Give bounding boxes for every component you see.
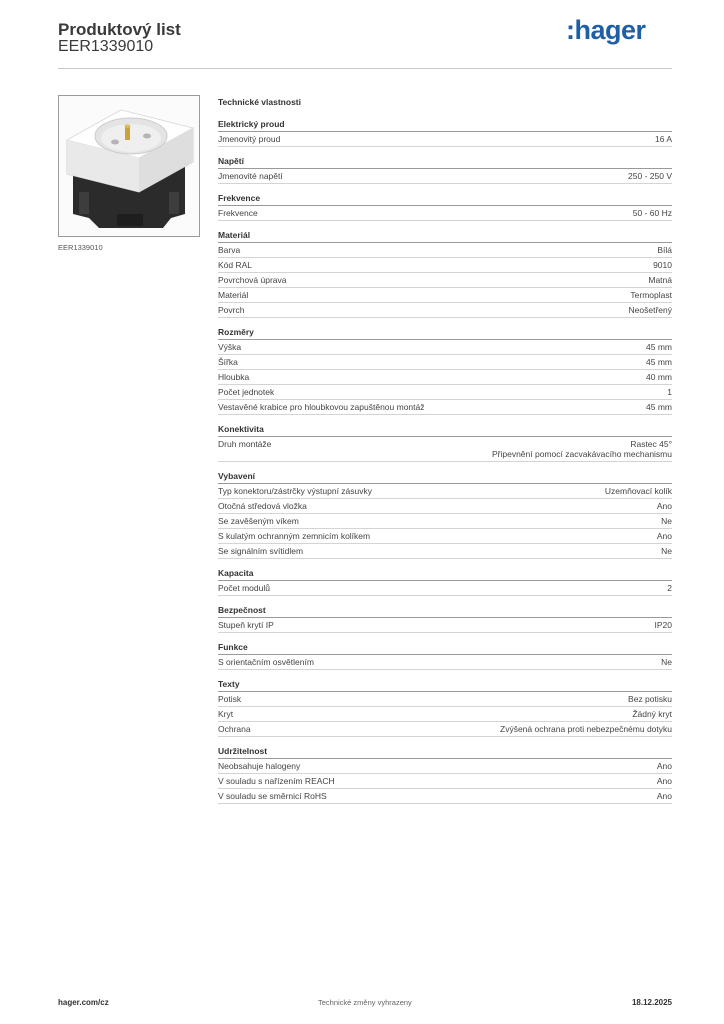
spec-label: Počet modulů — [218, 583, 270, 593]
spec-value-line: Rastec 45° — [630, 439, 672, 449]
product-image — [58, 95, 200, 237]
spec-value-line: Bílá — [657, 245, 672, 255]
spec-label: S kulatým ochranným zemnicím kolíkem — [218, 531, 371, 541]
socket-illustration — [59, 96, 199, 236]
spec-group-title: Funkce — [218, 642, 672, 655]
spec-group-title: Frekvence — [218, 193, 672, 206]
spec-value — [628, 171, 672, 181]
spec-value — [661, 516, 672, 526]
spec-group — [218, 156, 672, 184]
spec-label: Materiál — [218, 290, 249, 300]
spec-row — [218, 692, 672, 707]
spec-label: S orientačním osvětlením — [218, 657, 314, 667]
spec-value-line: Uzemňovací kolík — [604, 486, 672, 496]
spec-group — [218, 424, 672, 462]
footer-notice: Technické změny vyhrazeny — [318, 998, 412, 1007]
spec-label: Barva — [218, 245, 241, 255]
spec-value-line: Ano — [656, 531, 672, 541]
spec-label: Kód RAL — [218, 260, 253, 270]
spec-label: Ochrana — [218, 724, 251, 734]
spec-value-line: Žádný kryt — [632, 709, 672, 719]
spec-value-line: 2 — [667, 583, 672, 593]
spec-value — [628, 694, 672, 704]
spec-row — [218, 273, 672, 288]
spec-group — [218, 193, 672, 221]
spec-row — [218, 370, 672, 385]
spec-row — [218, 132, 672, 147]
spec-value — [657, 531, 672, 541]
spec-label: Typ konektoru/zástrčky výstupní zásuvky — [218, 486, 373, 496]
spec-label: V souladu se směrnicí RoHS — [218, 791, 327, 801]
spec-value-line: 45 mm — [646, 402, 672, 412]
spec-row — [218, 340, 672, 355]
footer-date: 18.12.2025 — [631, 998, 672, 1007]
spec-label: Povrch — [218, 305, 245, 315]
spec-value-line: Zvýšená ochrana proti nebezpečnému dotyku — [500, 724, 672, 734]
spec-label: Šířka — [218, 357, 238, 367]
spec-label: Frekvence — [218, 208, 258, 218]
spec-row — [218, 437, 672, 462]
spec-row — [218, 499, 672, 514]
spec-value — [605, 486, 672, 496]
spec-group-title: Vybavení — [218, 471, 672, 484]
spec-group-title: Rozměry — [218, 327, 672, 340]
spec-row — [218, 206, 672, 221]
spec-value — [657, 776, 672, 786]
spec-value — [646, 342, 672, 352]
spec-row — [218, 514, 672, 529]
spec-value — [500, 724, 672, 734]
spec-group — [218, 746, 672, 804]
spec-value-line: Bez potisku — [628, 694, 672, 704]
spec-row — [218, 169, 672, 184]
spec-value-line: 16 A — [654, 134, 672, 144]
spec-value-line: Ne — [661, 657, 672, 667]
spec-label: Jmenovité napětí — [218, 171, 283, 181]
spec-value — [646, 372, 672, 382]
spec-row — [218, 655, 672, 670]
spec-group — [218, 230, 672, 318]
spec-group-title: Texty — [218, 679, 672, 692]
spec-value — [667, 583, 672, 593]
spec-label: Výška — [218, 342, 242, 352]
spec-value-line: Ano — [656, 791, 672, 801]
spec-value-line: 50 - 60 Hz — [632, 208, 672, 218]
spec-group — [218, 679, 672, 737]
spec-value — [646, 402, 672, 412]
specs-heading: Technické vlastnosti — [218, 97, 301, 107]
spec-label: Se signálním svítidlem — [218, 546, 304, 556]
spec-label: Kryt — [218, 709, 234, 719]
spec-value-line: IP20 — [654, 620, 672, 630]
spec-label: Hloubka — [218, 372, 250, 382]
spec-value — [667, 387, 672, 397]
spec-value — [633, 208, 672, 218]
spec-group-title: Bezpečnost — [218, 605, 672, 618]
spec-value-line: 45 mm — [646, 342, 672, 352]
spec-label: Stupeň krytí IP — [218, 620, 274, 630]
spec-label: Neobsahuje halogeny — [218, 761, 301, 771]
spec-group-title: Materiál — [218, 230, 672, 243]
spec-label: Povrchová úprava — [218, 275, 287, 285]
image-caption: EER1339010 — [58, 243, 103, 252]
spec-row — [218, 707, 672, 722]
spec-group-title: Elektrický proud — [218, 119, 672, 132]
spec-row — [218, 544, 672, 559]
spec-group — [218, 568, 672, 596]
spec-row — [218, 355, 672, 370]
spec-row — [218, 243, 672, 258]
spec-value-line: Ano — [656, 501, 672, 511]
spec-row — [218, 258, 672, 273]
spec-value — [657, 245, 672, 255]
spec-row — [218, 303, 672, 318]
spec-value — [661, 657, 672, 667]
spec-value — [657, 761, 672, 771]
spec-value — [629, 305, 672, 315]
spec-value-line: 1 — [667, 387, 672, 397]
spec-value-line: Neošetřený — [628, 305, 672, 315]
spec-value — [653, 260, 672, 270]
spec-value-line: Ne — [661, 546, 672, 556]
page-title: Produktový list — [58, 20, 181, 39]
spec-value-line: 9010 — [653, 260, 672, 270]
spec-row — [218, 400, 672, 415]
product-code: EER1339010 — [58, 38, 154, 55]
spec-row — [218, 385, 672, 400]
spec-group-title: Kapacita — [218, 568, 672, 581]
spec-row — [218, 618, 672, 633]
spec-value — [646, 357, 672, 367]
spec-value — [492, 439, 672, 459]
spec-group — [218, 327, 672, 415]
spec-label: V souladu s nařízením REACH — [218, 776, 335, 786]
spec-value-line: 250 - 250 V — [628, 171, 672, 181]
spec-row — [218, 529, 672, 544]
hager-logo: :hager — [566, 15, 646, 45]
spec-group-title: Udržitelnost — [218, 746, 672, 759]
spec-value-line: Ano — [656, 761, 672, 771]
spec-group — [218, 119, 672, 147]
spec-value — [648, 275, 672, 285]
spec-label: Potisk — [218, 694, 242, 704]
spec-row — [218, 759, 672, 774]
spec-value-line: Připevnění pomocí zacvakávacího mechanismu — [491, 449, 672, 459]
spec-value — [655, 620, 673, 630]
spec-label: Jmenovitý proud — [218, 134, 281, 144]
spec-group — [218, 642, 672, 670]
spec-row — [218, 484, 672, 499]
spec-value — [657, 791, 672, 801]
spec-value — [655, 134, 672, 144]
spec-value — [632, 709, 672, 719]
spec-row — [218, 722, 672, 737]
spec-value-line: 45 mm — [646, 357, 672, 367]
spec-group — [218, 605, 672, 633]
spec-label: Počet jednotek — [218, 387, 275, 397]
footer-website: hager.com/cz — [58, 998, 109, 1007]
spec-group — [218, 471, 672, 559]
spec-value — [657, 501, 672, 511]
spec-value — [630, 290, 672, 300]
spec-row — [218, 581, 672, 596]
spec-value-line: Matná — [648, 275, 672, 285]
header-divider — [58, 68, 672, 69]
spec-row — [218, 288, 672, 303]
spec-label: Vestavěné krabice pro hloubkovou zapuštěnou montáž — [218, 402, 425, 412]
spec-value — [661, 546, 672, 556]
spec-value-line: Ano — [656, 776, 672, 786]
spec-row — [218, 789, 672, 804]
spec-group-title: Konektivita — [218, 424, 672, 437]
spec-label: Se zavěšeným víkem — [218, 516, 299, 526]
spec-label: Druh montáže — [218, 439, 272, 449]
technical-specs — [218, 96, 672, 813]
spec-value-line: 40 mm — [646, 372, 672, 382]
spec-group-title: Napětí — [218, 156, 672, 169]
spec-value-line: Termoplast — [630, 290, 672, 300]
spec-row — [218, 774, 672, 789]
spec-label: Otočná středová vložka — [218, 501, 307, 511]
spec-value-line: Ne — [661, 516, 672, 526]
spec-groups — [218, 119, 672, 804]
